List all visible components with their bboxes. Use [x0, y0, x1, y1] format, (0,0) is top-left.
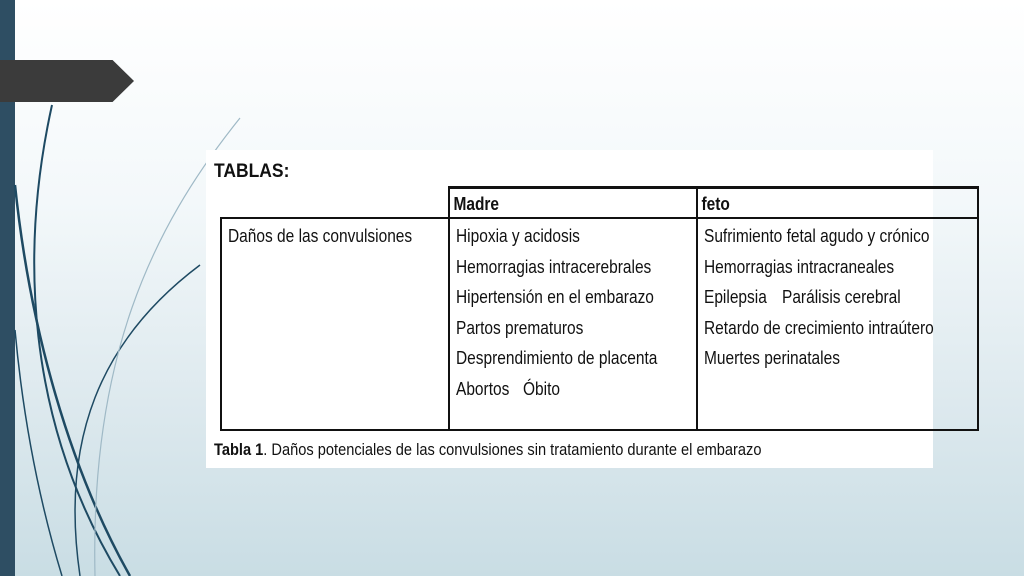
table-row [221, 218, 978, 430]
list-item: Muertes perinatales [704, 348, 841, 368]
feto-cell [697, 218, 978, 430]
list-item: Sufrimiento fetal agudo y crónico [704, 226, 930, 246]
table-image [206, 150, 933, 468]
title-pentagon-shape [0, 60, 134, 102]
caption-label: Tabla 1 [214, 440, 264, 459]
tables-heading: TABLAS: [214, 161, 290, 182]
caption-text: . Daños potenciales de las convulsiones sin tratamiento durante el embarazo [263, 440, 762, 459]
list-item: Hipertensión en el embarazo [456, 287, 655, 307]
list-item: Desprendimiento de placenta [456, 348, 658, 368]
madre-cell [449, 218, 697, 430]
list-item: Epilepsia [704, 287, 768, 307]
list-item: Hemorragias intracerebrales [456, 256, 652, 277]
table-header-row [221, 188, 978, 219]
list-item: Retardo de crecimiento intraútero [704, 317, 935, 338]
row-label-cell [221, 218, 449, 430]
list-item: Óbito [523, 378, 561, 399]
damage-table [220, 186, 979, 431]
list-item: Hemorragias intracraneales [704, 256, 895, 277]
blank-corner-cell [221, 188, 449, 219]
list-item: Abortos [456, 378, 510, 399]
table-caption [214, 440, 851, 460]
row-label: Daños de las convulsiones [228, 226, 413, 246]
header-madre: Madre [449, 188, 697, 219]
header-feto: feto [697, 188, 978, 219]
list-item: Hipoxia y acidosis [456, 226, 581, 246]
list-item: Parálisis cerebral [782, 287, 902, 307]
list-item: Partos prematuros [456, 317, 584, 338]
